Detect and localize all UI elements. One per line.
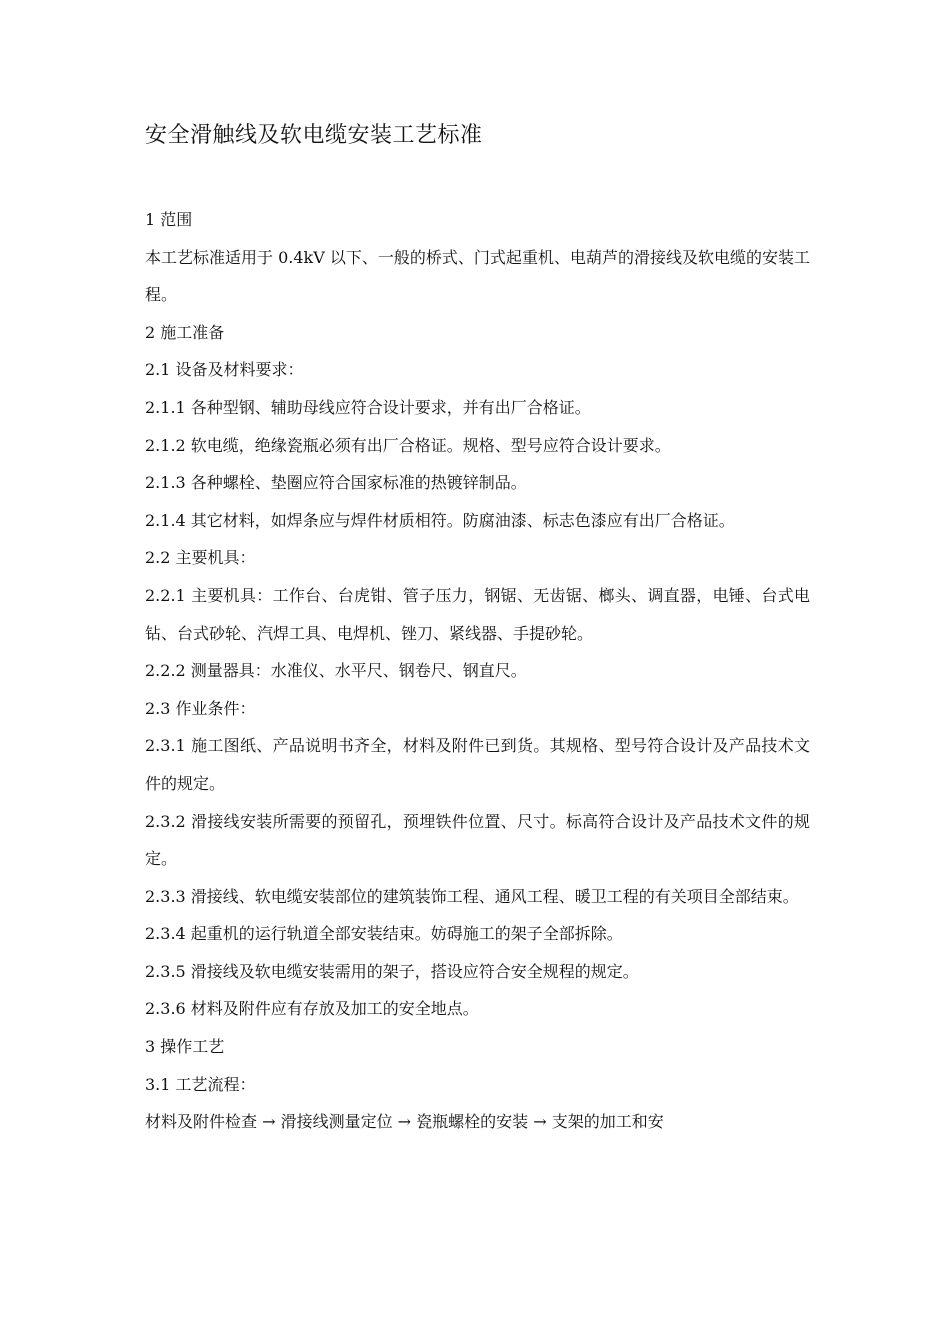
process-flow-line: 材料及附件检查 → 滑接线测量定位 → 瓷瓶螺栓的安装 → 支架的加工和安: [145, 1112, 664, 1132]
document-title: 安全滑触线及软电缆安装工艺标准: [145, 123, 483, 148]
clause-2-3-1: 2.3.1 施工图纸、产品说明书齐全，材料及附件已到货。其规格、型号符合设计及产品技术文件的规定。: [145, 736, 810, 793]
clause-2-3-4: 2.3.4 起重机的运行轨道全部安装结束。妨碍施工的架子全部拆除。: [145, 924, 623, 944]
subsection-heading-materials: 2.1 设备及材料要求：: [145, 360, 304, 380]
clause-2-2-1: 2.2.1 主要机具：工作台、台虎钳、管子压力，钢锯、无齿锯、榔头、调直器，电锤、台式电钻、台式砂轮、汽焊工具、电焊机、锉刀、紧线器、手提砂轮。: [145, 585, 810, 643]
clause-2-3-2: 2.3.2 滑接线安装所需要的预留孔，预埋铁件位置、尺寸。标高符合设计及产品技术文件的规定。: [145, 811, 810, 869]
subsection-heading-flow: 3.1 工艺流程：: [145, 1074, 256, 1094]
clause-2-1-3: 2.1.3 各种螺栓、垫圈应符合国家标准的热镀锌制品。: [145, 473, 527, 493]
clause-2-3-5: 2.3.5 滑接线及软电缆安装需用的架子，搭设应符合安全规程的规定。: [145, 961, 639, 981]
clause-2-3-3: 2.3.3 滑接线、软电缆安装部位的建筑装饰工程、通风工程、暖卫工程的有关项目全部结束。: [145, 886, 799, 906]
subsection-heading-tools: 2.2 主要机具：: [145, 548, 256, 568]
scope-paragraph: 本工艺标准适用于 0.4kV 以下、一般的桥式、门式起重机、电葫芦的滑接线及软电缆的安装工程。: [145, 247, 810, 305]
subsection-heading-conditions: 2.3 作业条件：: [145, 698, 256, 718]
section-heading-process: 3 操作工艺: [145, 1037, 225, 1057]
clause-2-2-2: 2.2.2 测量器具：水准仪、水平尺、钢卷尺、钢直尺。: [145, 661, 527, 681]
clause-2-3-6: 2.3.6 材料及附件应有存放及加工的安全地点。: [145, 999, 479, 1019]
document-body: [145, 201, 810, 1141]
clause-2-1-4: 2.1.4 其它材料，如焊条应与焊件材质相符。防腐油漆、标志色漆应有出厂合格证。: [145, 510, 735, 530]
clause-2-1-2: 2.1.2 软电缆，绝缘瓷瓶必须有出厂合格证。规格、型号应符合设计要求。: [145, 435, 671, 455]
clause-2-1-1: 2.1.1 各种型钢、辅助母线应符合设计要求，并有出厂合格证。: [145, 397, 591, 417]
section-heading-scope: 1 范围: [145, 210, 193, 229]
section-heading-preparation: 2 施工准备: [145, 322, 225, 342]
